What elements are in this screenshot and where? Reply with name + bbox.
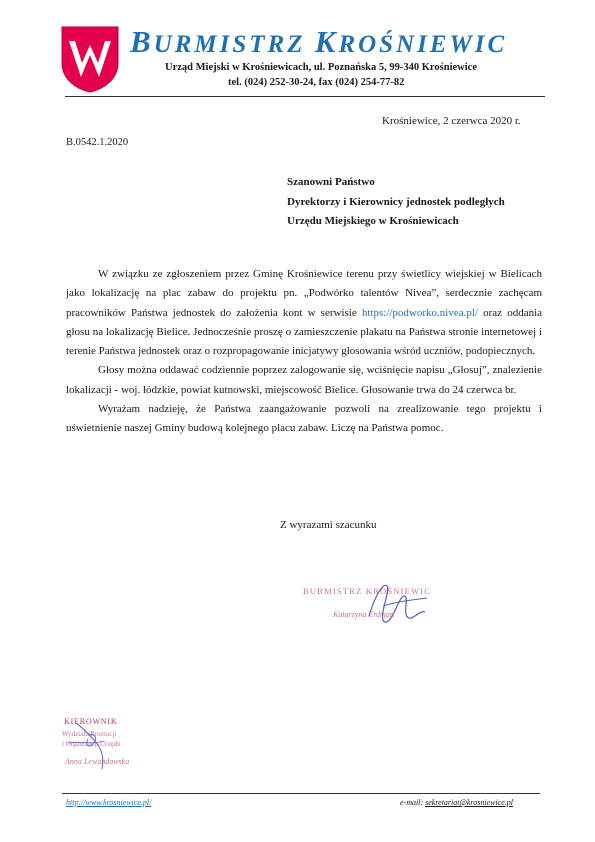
head-stamp-title: KIEROWNIK <box>64 717 118 726</box>
website-link[interactable]: https://podworko.nivea.pl/ <box>361 306 478 319</box>
recipient-greeting: Szanowni Państwo <box>287 176 375 188</box>
closing-phrase: Z wyrazami szacunku <box>280 519 377 531</box>
body-paragraph-3: Wyrażam nadzieję, że Państwa zaangażowanie pozwoli na zrealizowanie tego projektu i uświetnienie naszej Gminy budową kolejnego placu zabaw. Liczę na Państwa pomoc. <box>66 403 542 435</box>
letter-body <box>66 265 542 439</box>
recipient-line-3: Urzędu Miejskiego w Krośniewicach <box>287 215 459 227</box>
letterhead-address: Urząd Miejski w Krośniewicach, ul. Poznańska 5, 99-340 Krośniewice <box>165 62 477 73</box>
letterhead-phone: tel. (024) 252-30-24, fax (024) 254-77-82 <box>228 77 405 88</box>
letterhead-title: BURMISTRZ KROŚNIEWIC <box>130 24 508 59</box>
footer-website-link[interactable]: http://www.krosniewice.pl/ <box>66 798 152 807</box>
head-stamp-name: Anna Lewandowska <box>65 757 130 766</box>
coat-of-arms-icon <box>60 25 120 93</box>
footer-email-link[interactable]: sekretariat@krosniewice.pl <box>425 798 513 807</box>
mayor-stamp-title: BURMISTRZ KROŚNIEWIC <box>303 586 432 596</box>
recipient-line-2: Dyrektorzy i Kierownicy jednostek podległych <box>287 196 505 208</box>
footer-divider <box>62 793 540 794</box>
letter-date: Krośniewice, 2 czerwca 2020 r. <box>382 115 521 127</box>
body-paragraph-2: Głosy można oddawać codziennie poprzez zalogowanie się, wciśnięcie napisu „Głosuj”, znalezienie lokalizacji - woj. łódzkie, powiat kutnowski, miejscowość Bielice. Głosowanie trwa do 24 czerwca br. <box>66 364 542 396</box>
head-stamp-line-2: i Organizacji Urzędu <box>62 740 121 748</box>
head-stamp-line-1: Wydziału Promocji <box>62 730 117 738</box>
reference-number: B.0542.1.2020 <box>66 137 129 148</box>
body-paragraph-1: W związku ze zgłoszeniem przez Gminę Krośniewice terenu przy świetlicy wiejskiej w Bielicach jako lokalizację na plac zabaw do projektu pn. „Podwórko talentów Nivea”, serdecznie zachęcam pracowników Państwa jednostek do założenia kont w serwisie https://podworko.nivea.pl/ oraz oddania głosu na lokalizację Bielice. Jednocześnie proszę o zamieszczenie plakatu na Państwa stronie internetowej i terenie Państwa jednostek oraz o rozpropagowanie inicjatywy głosowania wśród uczniów, podopiecznych. <box>66 268 543 358</box>
footer-email: e-mail: sekretariat@krosniewice.pl <box>400 798 513 807</box>
head-signature-icon <box>58 715 138 775</box>
mayor-signature-icon <box>355 576 435 636</box>
letterhead-divider <box>65 96 545 97</box>
mayor-stamp-name: Katarzyna Erdman <box>333 610 394 619</box>
